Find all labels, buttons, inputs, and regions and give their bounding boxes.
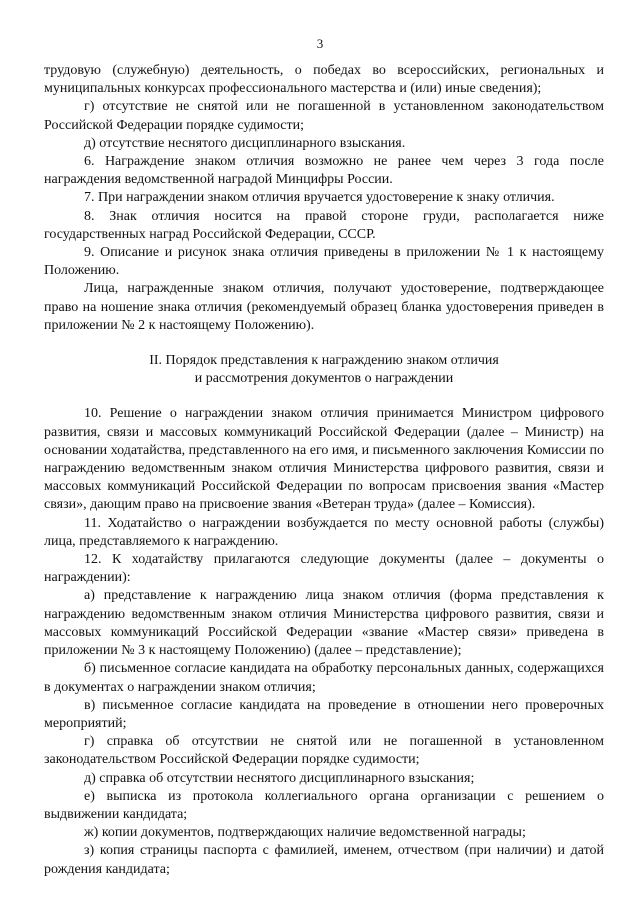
paragraph: г) отсутствие не снятой или не погашенной в установленном законодательством Российской Федерации порядке судимости; [44, 99, 604, 133]
paragraph: 8. Знак отличия носится на правой стороне груди, располагается ниже государственных наград Российской Федерации, СССР. [44, 208, 604, 242]
list-item: в) письменное согласие кандидата на проведение в отношении него проверочных мероприятий; [44, 697, 604, 731]
paragraph: 11. Ходатайство о награждении возбуждается по месту основной работы (службы) лица, представляемого к награждению. [44, 515, 604, 549]
document-body [44, 62, 604, 879]
paragraph: д) отсутствие неснятого дисциплинарного взыскания. [84, 135, 406, 151]
section-heading-line-2: и рассмотрения документов о награждении [194, 371, 454, 387]
paragraph: 6. Награждение знаком отличия возможно не ранее чем через 3 года после награждения ведомственной наградой Минцифры России. [44, 154, 604, 188]
section-heading-line-1: II. Порядок представления к награждению знаком отличия [149, 353, 499, 369]
list-item: е) выписка из протокола коллегиального органа организации с решением о выдвижении кандидата; [44, 788, 604, 822]
paragraph: Лица, награжденные знаком отличия, получают удостоверение, подтверждающее право на ношение знака отличия (рекомендуемый образец бланка удостоверения приведен в приложении № 2 к настоящему Положению). [44, 281, 604, 333]
page-number: 3 [316, 36, 324, 51]
list-item: д) справка об отсутствии неснятого дисциплинарного взыскания; [84, 770, 475, 786]
paragraph: 12. К ходатайству прилагаются следующие документы (далее – документы о награждении): [44, 552, 604, 586]
list-item: ж) копии документов, подтверждающих наличие ведомственной награды; [84, 825, 526, 841]
list-item: а) представление к награждению лица знаком отличия (форма представления к награждению ведомственным знаком отличия Министерства цифрового развития, связи и массовых коммуникаций Российской Федерации «звание «Мастер связи» приведена в приложении № 3 к настоящему Положению) (далее – представление); [44, 588, 604, 659]
list-item: з) копия страницы паспорта с фамилией, именем, отчеством (при наличии) и датой рождения кандидата; [44, 843, 604, 877]
list-item: б) письменное согласие кандидата на обработку персональных данных, содержащихся в документах о награждении знаком отличия; [44, 661, 604, 695]
paragraph: 9. Описание и рисунок знака отличия приведены в приложении № 1 к настоящему Положению. [44, 245, 604, 279]
paragraph: трудовую (служебную) деятельность, о победах во всероссийских, региональных и муниципальных конкурсах профессионального мастерства и (или) иные сведения); [44, 63, 604, 97]
paragraph: 7. При награждении знаком отличия вручается удостоверение к знаку отличия. [84, 190, 555, 206]
section-heading [44, 352, 604, 388]
paragraph: 10. Решение о награждении знаком отличия принимается Министром цифрового развития, связи и массовых коммуникаций Российской Федерации (далее – Министр) на основании ходатайства, представленного на его имя, и письменного заключения Комиссии по награждению ведомственным знаком отличия Министерства цифрового развития, связи и массовых коммуникаций Российской Федерации по вопросам присвоения звания «Мастер связи», дающим право на присвоение звания «Ветеран труда» (далее – Комиссия). [44, 406, 604, 513]
list-item: г) справка об отсутствии не снятой или не погашенной в установленном законодательством Российской Федерации порядке судимости; [44, 734, 604, 768]
